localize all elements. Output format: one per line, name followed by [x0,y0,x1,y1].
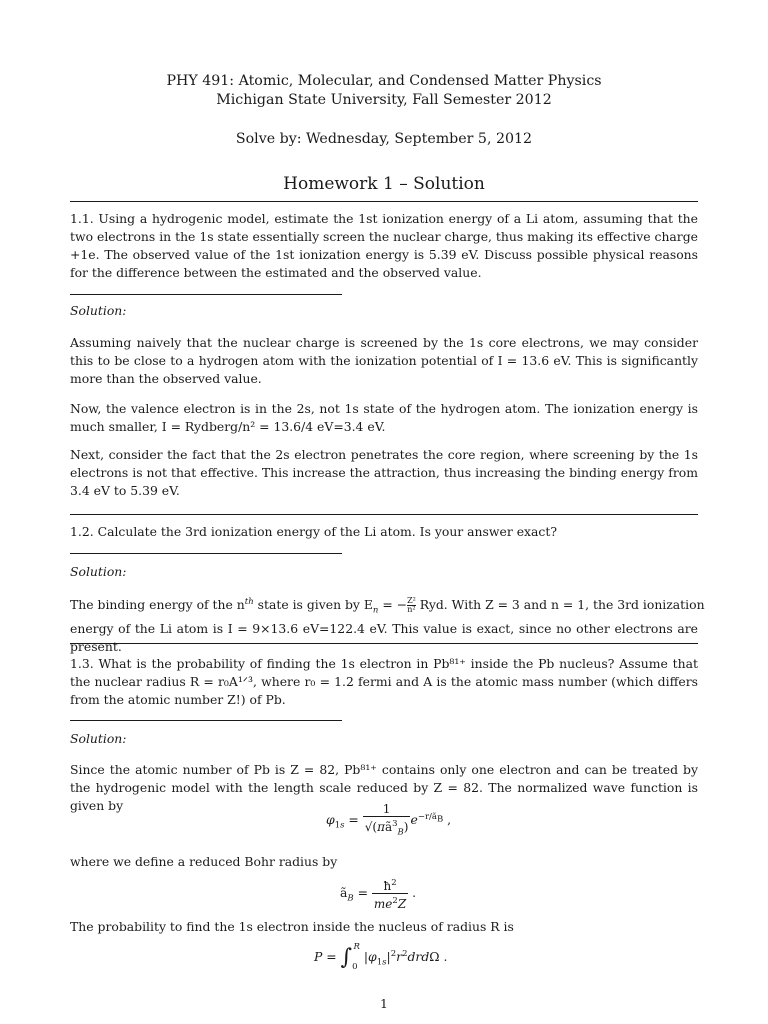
divider [70,514,698,515]
divider [70,201,698,202]
equation-wavefunction: $\varphi_{1s}$ = $\frac{1}{√(\pi ã^3_B)}$ $e^{-r/ã_B}$ , [326,802,452,838]
problem-1-1-solution-p3: Next, consider the fact that the 2s electron penetrates the core region, where screening by the 1s electrons is not that effective. This increase the attraction, thus increasing the binding energy from 3.4 eV to 5.39 eV. [70,447,698,498]
solution-label: Solution: [70,731,127,746]
problem-1-3-question: 1.3. What is the probability of finding the 1s electron in Pb⁸¹⁺ inside the Pb nucleus? Assume that the nuclear radius R = r₀A¹ᐟ³, where r₀ = 1.2 fermi and A is the atomic mass number (which differs from the atomic number Z!) of Pb. [70,656,698,707]
divider [70,720,342,721]
equation-reduced-bohr: $ã_B$ = $\frac{ħ^2}{me^2Z}$ . [340,878,417,911]
reduced-bohr-text: where we define a reduced Bohr radius by [70,854,338,869]
page-number: 1 [380,996,388,1011]
divider [70,294,342,295]
probability-text: The probability to find the 1s electron inside the nucleus of radius R is [70,919,514,934]
problem-1-1-question: 1.1. Using a hydrogenic model, estimate the 1st ionization energy of a Li atom, assuming that the two electrons in the 1s state essentially screen the nuclear charge, thus making its effective charge +1e. The observed value of the 1st ionization energy is 5.39 eV. Discuss possible physical reasons for the difference between the estimated and the observed value. [70,211,698,280]
university-line: Michigan State University, Fall Semester 2012 [216,92,552,108]
problem-1-1-solution-p1: Assuming naively that the nuclear charge is screened by the 1s core electrons, we may consider this to be close to a hydrogen atom with the ionization potential of I = 13.6 eV. This is significantly more than the observed value. [70,335,698,386]
course-title: PHY 491: Atomic, Molecular, and Condensed Matter Physics [166,73,602,89]
divider [70,643,698,644]
problem-1-2-solution: The binding energy of the $n^{th}$ state is given by $E_n$ = − $\frac{\text{Z²}}{\text{n²}}$ Ryd. With Z = 3 and n = 1, the 3rd ionization energy of the Li atom is I = 9×13.6 eV=122.4 eV. This value is exact, since no other electrons are present. [70,596,705,654]
problem-1-2-question: 1.2. Calculate the 3rd ionization energy of the Li atom. Is your answer exact? [70,524,557,539]
problem-1-3-solution: Since the atomic number of Pb is Z = 82, Pb⁸¹⁺ contains only one electron and can be treated by the hydrogenic model with the length scale reduced by Z = 82. The normalized wave function is given by [70,762,698,813]
solution-label: Solution: [70,564,127,579]
divider [70,553,342,554]
equation-probability: $P = \int_0^R$ $|\varphi_{1s}|^2r^2drd\Omega$ . [314,942,448,972]
homework-title: Homework 1 – Solution [283,174,485,194]
solution-label: Solution: [70,303,127,318]
due-date: Solve by: Wednesday, September 5, 2012 [235,131,533,147]
problem-1-1-solution-p2: Now, the valence electron is in the 2s, not 1s state of the hydrogen atom. The ionization energy is much smaller, I = Rydberg/n² = 13.6/4 eV=3.4 eV. [70,401,698,434]
